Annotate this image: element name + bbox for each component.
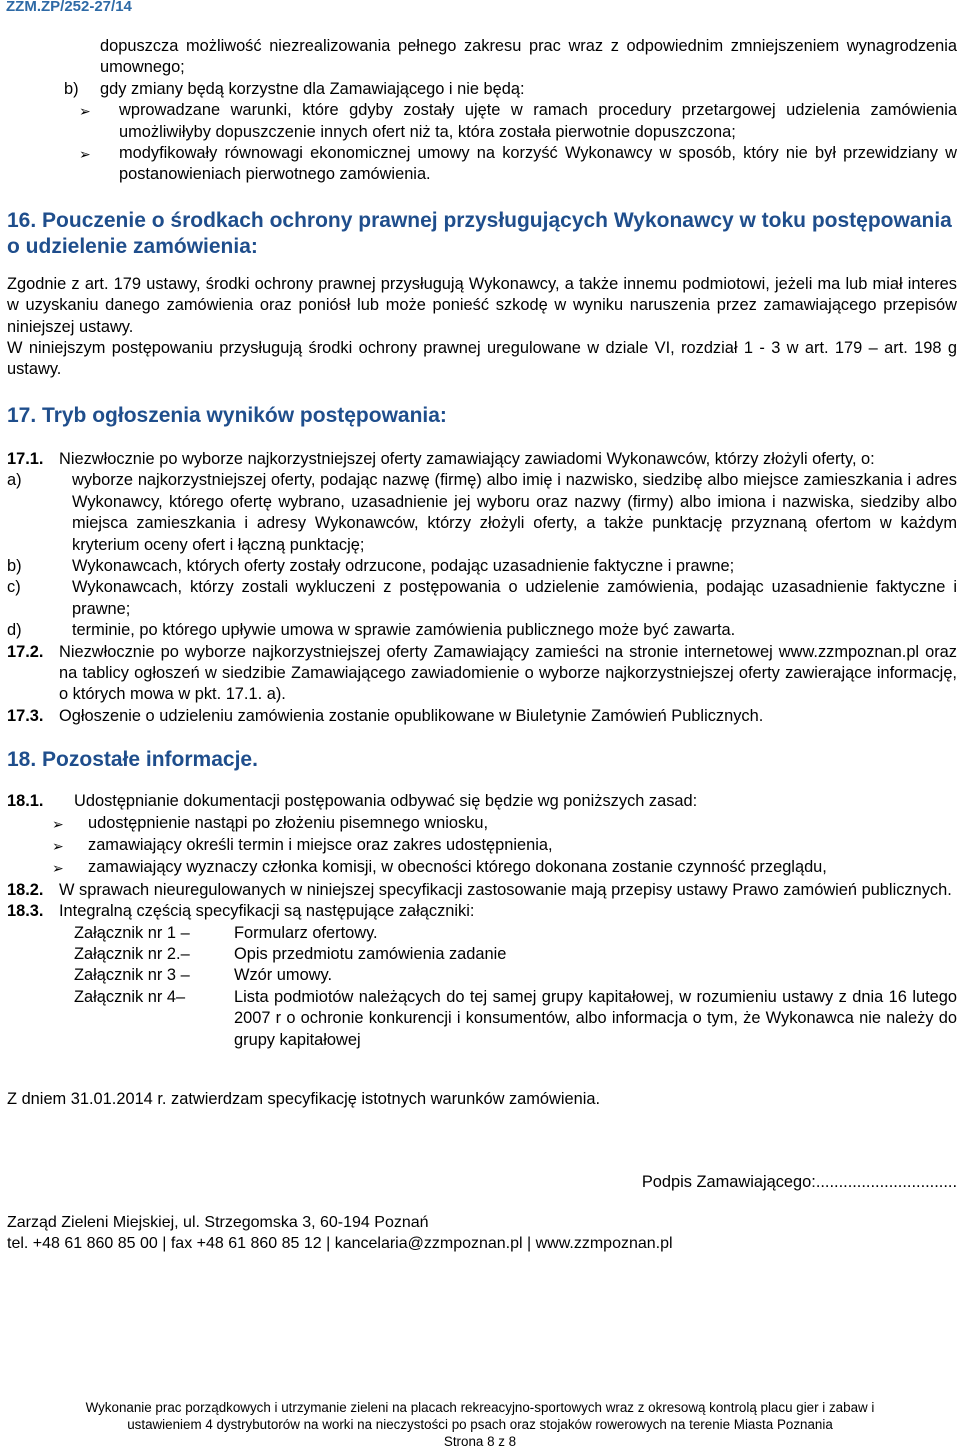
page-content: [7, 36, 957, 1255]
paragraph-number: 18.1.: [7, 792, 44, 811]
intro-bullet: [7, 100, 957, 143]
section-18-2: [7, 880, 957, 901]
attachment-name: Załącznik nr 2.–: [74, 945, 190, 963]
intro-item-b: [7, 79, 957, 100]
attachment-description: Lista podmiotów należących do tej samej grupy kapitałowej, w rozumieniu ustawy z dnia 16 lutego 2007 r o ochronie konkurencji i konsumentów, albo informacja o tym, że Wykonawca nie należy do grupy kapitałowej: [234, 987, 957, 1049]
bullet-text: wprowadzane warunki, które gdyby zostały ujęte w ramach procedury przetargowej udzielenia zamówienia umożliwiłyby dopuszczenie innych ofert niż ta, która została pierwotnie dopuszczona;: [119, 101, 957, 141]
paragraph-number: 18.3.: [7, 902, 44, 921]
attachment-description: Opis przedmiotu zamówienia zadanie: [234, 945, 507, 963]
page-number: Strona 8 z 8: [443, 1434, 517, 1449]
notification-item: [7, 620, 957, 641]
section-16-paragraph-1: Zgodnie z art. 179 ustawy, środki ochrony prawnej przysługują Wykonawcy, a także innemu podmiotowi, jeżeli ma lub miał interes w uzyskaniu danego zamówienia oraz poniósł lub może ponieść szkodę w wyniku naruszenia przez zamawiającego przepisów niniejszej ustawy.: [7, 274, 957, 336]
item-label: a): [7, 471, 22, 490]
signature-line: Podpis Zamawiającego:...............................: [641, 1173, 957, 1192]
arrow-bullet-icon: ➢: [52, 860, 64, 877]
item-label: d): [7, 621, 22, 640]
item-text: terminie, po którego upływie umowa w sprawie zamówienia publicznego może być zawarta.: [72, 621, 736, 640]
attachment-description: Wzór umowy.: [234, 966, 333, 985]
section-18-heading: 18. Pozostałe informacje.: [7, 748, 258, 772]
attachment-name: Załącznik nr 4–: [74, 987, 186, 1006]
paragraph-text: Niezwłocznie po wyborze najkorzystniejszej oferty Zamawiający zamieści na stronie internetowej www.zzmpoznan.pl oraz na tablicy ogłoszeń w siedzibie Zamawiającego zawiadomienie o wyborze najkorzystniejszej oferty zawierające informację, o których mowa w pkt. 17.1. a).: [59, 642, 957, 704]
paragraph-text: Integralną częścią specyfikacji są następujące załączniki:: [59, 902, 475, 921]
attachment-name: Załącznik nr 3 –: [74, 966, 190, 985]
attachment-item: [74, 923, 957, 944]
access-bullet: [7, 813, 957, 835]
access-bullet: [7, 857, 957, 879]
approval-date-line: Z dniem 31.01.2014 r. zatwierdzam specyfikację istotnych warunków zamówienia.: [7, 1090, 601, 1109]
notification-item: [7, 577, 957, 620]
paragraph-text: Niezwłocznie po wyborze najkorzystniejszej oferty zamawiający zawiadomi Wykonawców, którzy złożyli oferty, o:: [59, 449, 875, 468]
paragraph-text: Udostępnianie dokumentacji postępowania odbywać się będzie wg poniższych zasad:: [74, 792, 698, 811]
attachments-list: [7, 923, 957, 1051]
paragraph-number: 18.2.: [7, 880, 44, 899]
arrow-bullet-icon: ➢: [79, 103, 91, 120]
bullet-text: zamawiający określi termin i miejsce oraz zakres udostępnienia,: [88, 835, 553, 854]
arrow-bullet-icon: ➢: [79, 146, 91, 163]
section-16-heading: 16. Pouczenie o środkach ochrony prawnej przysługujących Wykonawcy w toku postępowania o udzielenie zamówienia:: [7, 208, 952, 258]
item-text: Wykonawcach, których oferty zostały odrzucone, podając uzasadnienie faktyczne i prawne;: [72, 556, 735, 575]
section-17-2: [7, 642, 957, 706]
arrow-bullet-icon: ➢: [52, 837, 64, 854]
footer-title-line-2: ustawieniem 4 dystrybutorów na worki na nieczystości po psach oraz stojaków rowerowych na terenie Miasta Poznania: [127, 1417, 833, 1432]
section-17-3: [7, 706, 957, 727]
item-text: wyborze najkorzystniejszej oferty, podając nazwę (firmę) albo imię i nazwisko, siedzibę albo miejsce zamieszkania i adres Wykonawcy, którego ofertę wybrano, uzasadnienie jej wyboru oraz nazwy (firmy) albo imiona i nazwiska, siedziby albo miejsca zamieszkania i adresy Wykonawców, którzy złożyli oferty, a także punktację przyznaną ofertom w każdym kryterium oceny ofert i łączną punktację;: [72, 471, 957, 554]
section-17-heading: 17. Tryb ogłoszenia wyników postępowania:: [7, 403, 447, 427]
item-text: gdy zmiany będą korzystne dla Zamawiającego i nie będą:: [100, 79, 525, 98]
section-17-1: [7, 449, 957, 470]
paragraph-text: W sprawach nieuregulowanych w niniejszej specyfikacji zastosowanie mają przepisy ustawy Prawo zamówień publicznych.: [59, 880, 952, 899]
item-label: b): [7, 556, 22, 575]
attachment-item: [74, 944, 957, 965]
notification-item: [7, 556, 957, 577]
bullet-text: modyfikowały równowagi ekonomicznej umowy na korzyść Wykonawcy w sposób, który nie był przewidziany w postanowieniach pierwotnego zamówienia.: [119, 144, 957, 184]
contact-phones: tel. +48 61 860 85 00 | fax +48 61 860 85 12 | kancelaria@zzmpoznan.pl | www.zzmpoznan.pl: [7, 1235, 673, 1253]
attachment-item: [74, 965, 957, 986]
access-bullet: [7, 835, 957, 857]
attachment-item: [74, 987, 957, 1051]
item-text: Wykonawcach, którzy zostali wykluczeni z postępowania o udzielenie zamówienia, podając uzasadnienie faktyczne i prawne;: [72, 578, 957, 618]
section-18-1: [7, 791, 957, 812]
section-16-paragraph-2: W niniejszym postępowaniu przysługują środki ochrony prawnej uregulowane w dziale VI, rozdział 1 - 3 w art. 179 – art. 198 g ustawy.: [7, 339, 957, 379]
arrow-bullet-icon: ➢: [52, 815, 64, 832]
paragraph-number: 17.3.: [7, 706, 44, 725]
notification-item: [7, 470, 957, 556]
document-reference: ZZM.ZP/252-27/14: [6, 0, 132, 15]
item-label: c): [7, 578, 21, 597]
item-label: b): [64, 79, 79, 98]
section-18-3: [7, 901, 957, 922]
paragraph-number: 17.1.: [7, 449, 44, 468]
paragraph-number: 17.2.: [7, 642, 44, 661]
paragraph-text: Ogłoszenie o udzieleniu zamówienia zostanie opublikowane w Biuletynie Zamówień Publicznych.: [59, 706, 764, 725]
bullet-text: udostępnienie nastąpi po złożeniu pisemnego wniosku,: [88, 813, 489, 832]
attachment-name: Załącznik nr 1 –: [74, 923, 190, 942]
attachment-description: Formularz ofertowy.: [234, 923, 378, 942]
intro-bullet: [7, 143, 957, 186]
contact-address: Zarząd Zieleni Miejskiej, ul. Strzegomska 3, 60-194 Poznań: [7, 1213, 429, 1231]
intro-line-a: dopuszcza możliwość niezrealizowania pełnego zakresu prac wraz z odpowiednim zmniejszeniem wynagrodzenia umownego;: [100, 37, 957, 77]
bullet-text: zamawiający wyznaczy członka komisji, w obecności którego dokonana zostanie czynność przeglądu,: [88, 858, 827, 877]
footer-title-line-1: Wykonanie prac porządkowych i utrzymanie zieleni na placach rekreacyjno-sportowych wraz z okresową kontrolą placu gier i zabaw i: [85, 1400, 875, 1415]
